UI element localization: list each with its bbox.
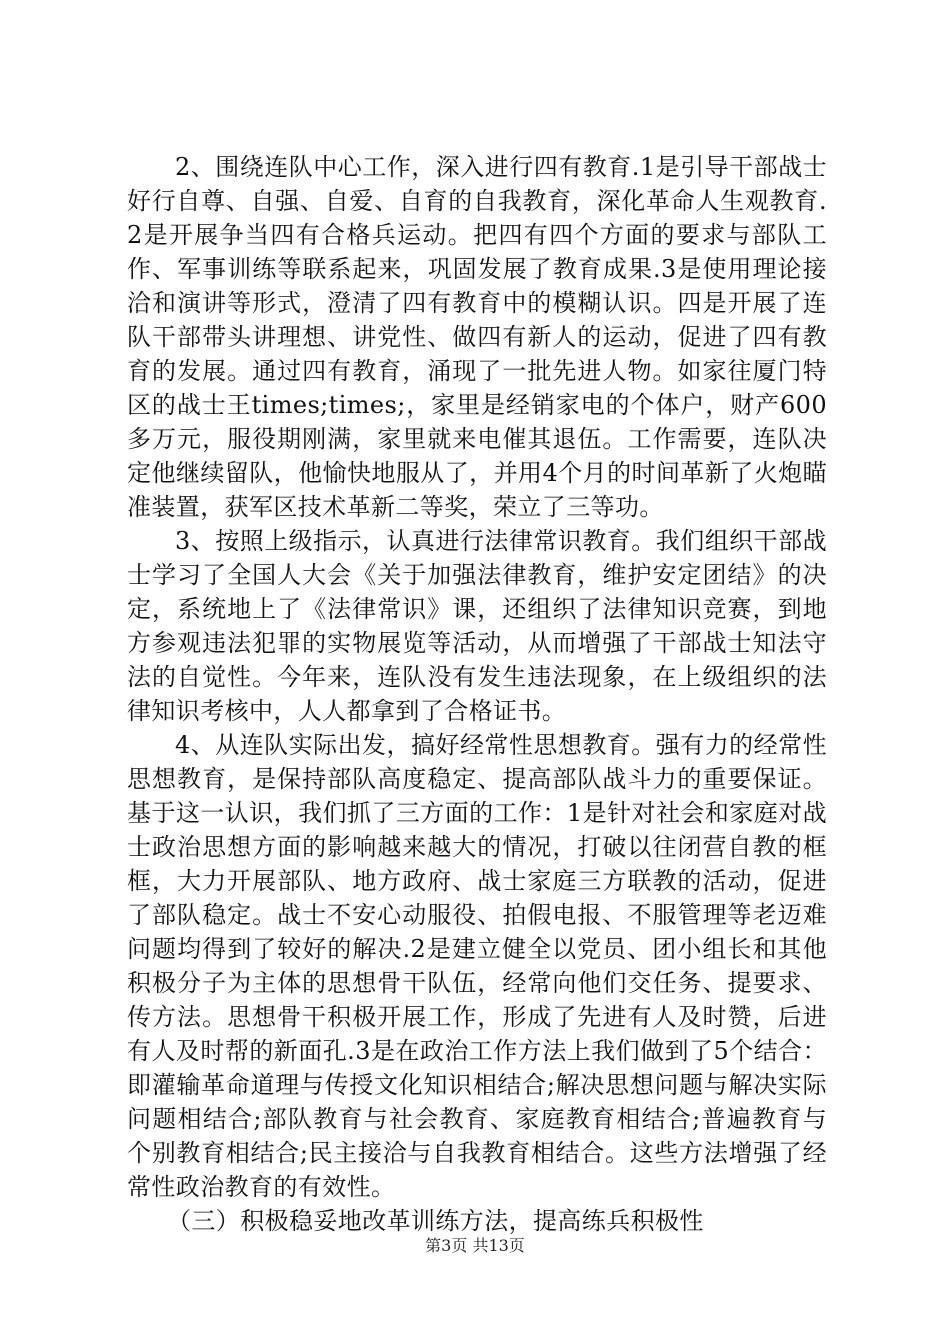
section-heading: （三）积极稳妥地改革训练方法，提高练兵积极性 — [167, 1207, 704, 1235]
paragraph-4: 4、从连队实际出发，搞好经常性思想教育。强有力的经常性思想教育，是保持部队高度稳定、提高部队战斗力的重要保证。基于这一认识，我们抓了三方面的工作：1是针对社会和家庭对战士政治思想方面的影响越来越大的情况，打破以往闭营自教的框框，大力开展部队、地方政府、战士家庭三方联教的活动，促进了部队稳定。战士不安心动服役、拍假电报、不服管理等老迈难问题均得到了较好的解决.2是建立健全以党员、团小组长和其他积极分子为主体的思想骨干队伍，经常向他们交任务、提要求、传方法。思想骨干积极开展工作，形成了先进有人及时赞，后进有人及时帮的新面孔.3是在政治工作方法上我们做到了5个结合：即灌输革命道理与传授文化知识相结合;解决思想问题与解决实际问题相结合;部队教育与社会教育、家庭教育相结合;普遍教育与个别教育相结合;民主接洽与自我教育相结合。这些方法增强了经常性政治教育的有效性。 — [127, 731, 827, 1201]
document-body — [127, 150, 827, 1238]
page-number-label: 第3页 共13页 — [425, 1236, 525, 1255]
paragraph-2: 2、围绕连队中心工作，深入进行四有教育.1是引导干部战士好行自尊、自强、自爱、自育的自我教育，深化革命人生观教育.2是开展争当四有合格兵运动。把四有四个方面的要求与部队工作、军事训练等联系起来，巩固发展了教育成果.3是使用理论接洽和演讲等形式，澄清了四有教育中的模糊认识。四是开展了连队干部带头讲理想、讲党性、做四有新人的运动，促进了四有教育的发展。通过四有教育，涌现了一批先进人物。如家往厦门特区的战士王times;times;，家里是经销家电的个体户，财产600多万元，服役期刚满，家里就来电催其退伍。工作需要，连队决定他继续留队，他愉快地服从了，并用4个月的时间革新了火炮瞄准装置，获军区技术革新二等奖，荣立了三等功。 — [127, 153, 827, 521]
page-footer — [0, 1236, 950, 1256]
paragraph-3: 3、按照上级指示，认真进行法律常识教育。我们组织干部战士学习了全国人大会《关于加强法律教育，维护安定团结》的决定，系统地上了《法律常识》课，还组织了法律知识竞赛，到地方参观违法犯罪的实物展览等活动，从而增强了干部战士知法守法的自觉性。今年来，连队没有发生违法现象，在上级组织的法律知识考核中，人人都拿到了合格证书。 — [127, 527, 827, 725]
